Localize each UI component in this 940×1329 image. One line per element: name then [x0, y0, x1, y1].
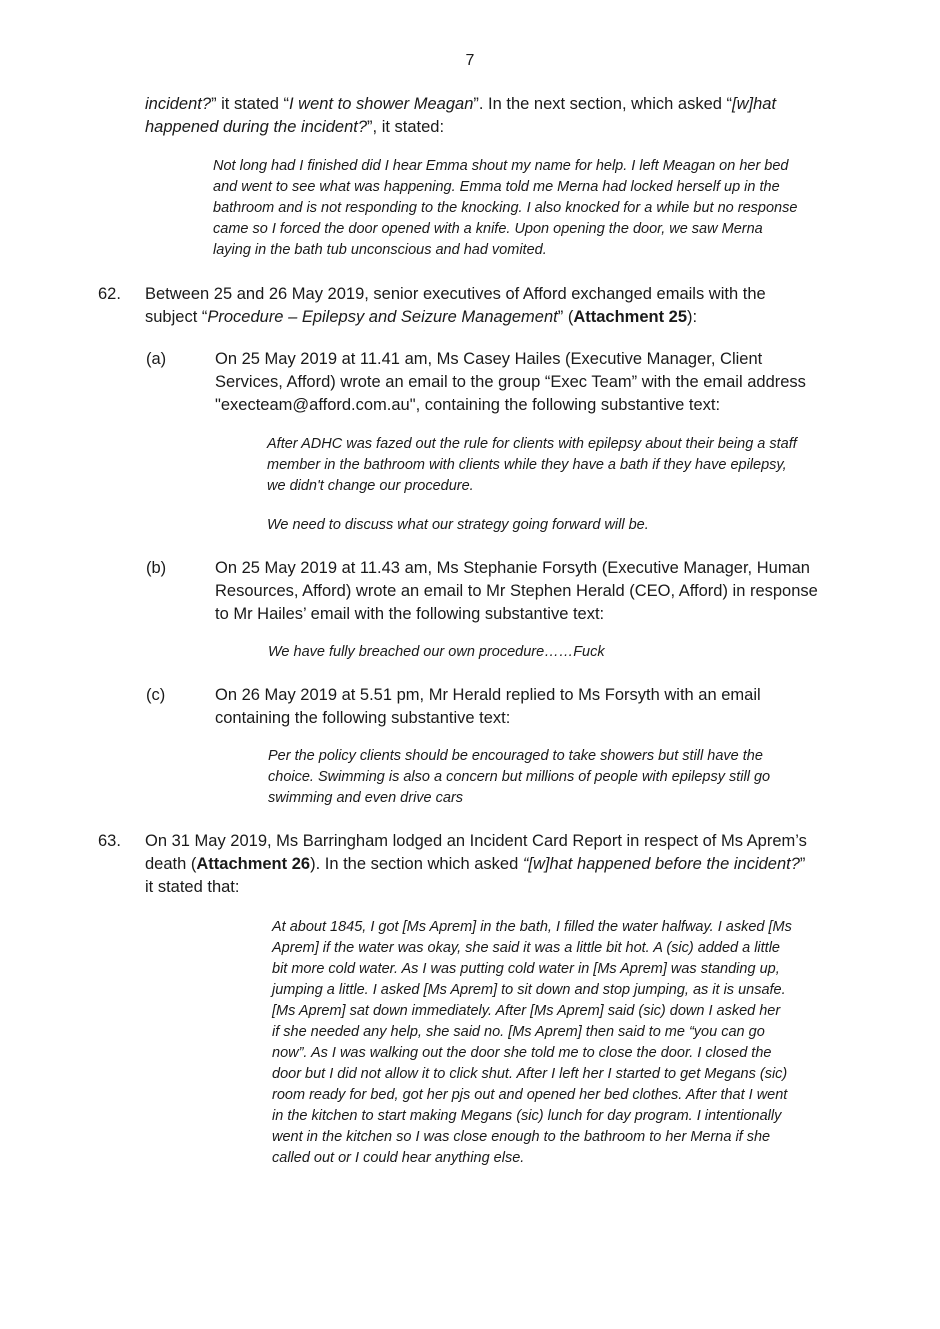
attachment-26-ref: Attachment 26 [196, 855, 311, 873]
quote-line: member in the bathroom with clients while they have a bath if they have epilepsy, [267, 457, 787, 473]
para63-line-3: it stated that: [145, 878, 240, 896]
subparagraph-label-c: (c) [146, 686, 166, 704]
text-line: On 26 May 2019 at 5.51 pm, Mr Herald replied to Ms Forsyth with an email [215, 686, 761, 704]
quote-line: room ready for bed, got her pjs out and opened her bed clothes. After that I went [272, 1087, 788, 1103]
quote-line: now”. As I was walking out the door she told me to close the door. I closed the [272, 1045, 772, 1061]
quote-line: bit more cold water. As I was putting cold water in [Ms Aprem] was standing up, [272, 961, 780, 977]
quote-line: laying in the bath tub unconscious and had vomited. [213, 242, 547, 258]
subparagraph-b-text [215, 557, 855, 626]
para62-italic: Procedure – Epilepsy and Seizure Management [207, 308, 558, 326]
quote-line: came so I forced the door opened with a knife. Upon opening the door, we saw Merna [213, 221, 763, 237]
attachment-25-ref: Attachment 25 [573, 308, 688, 326]
quote-line: At about 1845, I got [Ms Aprem] in the bath, I filled the water halfway. I asked [Ms [272, 919, 792, 935]
quote-line: if she needed any help, she said no. [Ms Aprem] then said to me “you can go [272, 1024, 765, 1040]
quote-line: bathroom and is not responding to the knocking. I also knocked for a while but no response [213, 200, 798, 216]
quote-line: jumping a little. I asked [Ms Aprem] to sit down and stop jumping, as it is unsafe. [272, 982, 786, 998]
quote-block-a2: We need to discuss what our strategy going forward will be. [267, 517, 649, 533]
para63-text: death ( [145, 855, 197, 873]
subparagraph-label-a: (a) [146, 350, 167, 368]
para63-text: ). In the section which asked [310, 855, 523, 873]
subparagraph-a-text [215, 348, 855, 417]
quote-line: After ADHC was fazed out the rule for clients with epilepsy about their being a staff [267, 436, 797, 452]
para63-line-1: On 31 May 2019, Ms Barringham lodged an Incident Card Report in respect of Ms Aprem’s [145, 832, 807, 850]
paragraph-number-63: 63. [98, 832, 121, 850]
text-line: "execteam@afford.com.au", containing the following substantive text: [215, 396, 721, 414]
intro-italic: happened during the incident? [145, 118, 368, 136]
intro-text: ”, it stated: [367, 118, 445, 136]
text-line: On 25 May 2019 at 11.43 am, Ms Stephanie Forsyth (Executive Manager, Human [215, 559, 810, 577]
text-line: Services, Afford) wrote an email to the group “Exec Team” with the email address [215, 373, 806, 391]
intro-text: ” it stated “ [211, 95, 290, 113]
para63-line-2 [145, 853, 855, 876]
text-line: On 25 May 2019 at 11.41 am, Ms Casey Hailes (Executive Manager, Client [215, 350, 763, 368]
quote-line: door but I did not allow it to click shut. After I left her I started to get Megans (sic) [272, 1066, 788, 1082]
quote-line: called out or I could hear anything else. [272, 1150, 525, 1166]
quote-line: Aprem] if the water was okay, she said it was a little bit hot. A (sic) added a little [272, 940, 780, 956]
para62-text: ): [687, 308, 698, 326]
para62-line-2 [145, 306, 845, 329]
quote-line: swimming and even drive cars [268, 790, 464, 806]
para62-text: ” ( [557, 308, 574, 326]
text-line: Resources, Afford) wrote an email to Mr Stephen Herald (CEO, Afford) in response [215, 582, 818, 600]
para62-text: subject “ [145, 308, 208, 326]
para62-line-1: Between 25 and 26 May 2019, senior executives of Afford exchanged emails with the [145, 285, 766, 303]
para63-text: ” [799, 855, 806, 873]
quote-block-a1 [267, 434, 857, 497]
text-line: to Mr Hailes’ email with the following substantive text: [215, 605, 605, 623]
quote-block-b: We have fully breached our own procedure……Fuck [268, 644, 605, 660]
page-number: 7 [465, 52, 475, 69]
quote-line: in the kitchen to start making Megans (sic) lunch for day program. I intentionally [272, 1108, 782, 1124]
quote-block-intro [213, 156, 853, 261]
quote-line: Not long had I finished did I hear Emma shout my name for help. I left Meagan on her bed [213, 158, 789, 174]
subparagraph-label-b: (b) [146, 559, 167, 577]
intro-italic: I went to shower Meagan [289, 95, 474, 113]
intro-text: ”. In the next section, which asked “ [473, 95, 733, 113]
quote-block-63 [272, 917, 862, 1169]
quote-line: choice. Swimming is also a concern but millions of people with epilepsy still go [268, 769, 771, 785]
text-line: containing the following substantive text: [215, 709, 511, 727]
quote-line: we didn't change our procedure. [267, 478, 474, 494]
subparagraph-c-text [215, 684, 855, 730]
intro-italic: incident? [145, 95, 212, 113]
quote-line: Per the policy clients should be encouraged to take showers but still have the [268, 748, 763, 764]
paragraph-number-62: 62. [98, 285, 121, 303]
intro-line-2 [145, 116, 845, 139]
quote-line: and went to see what was happening. Emma told me Merna had locked herself up in the [213, 179, 780, 195]
quote-line: went in the kitchen so I was close enough to the bathroom to her Merna if she [272, 1129, 771, 1145]
para63-italic: “[w]hat happened before the incident? [522, 855, 800, 873]
quote-line: [Ms Aprem] sat down immediately. After [Ms Aprem] said (sic) down I asked her [272, 1003, 781, 1019]
quote-block-c [268, 746, 858, 809]
intro-line-1 [145, 93, 845, 116]
intro-italic: [w]hat [732, 95, 777, 113]
